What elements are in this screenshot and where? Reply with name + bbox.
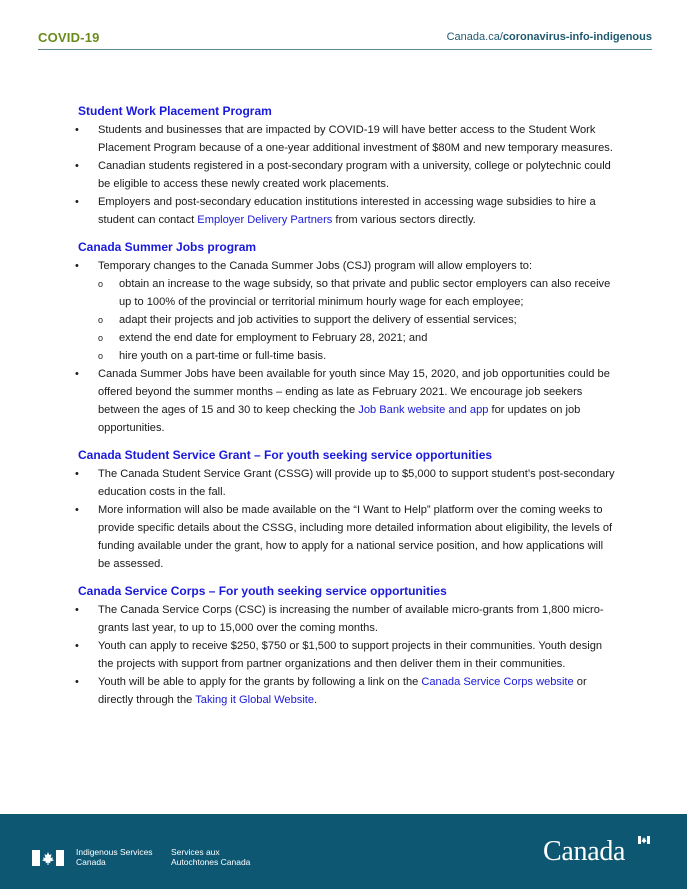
- header-url-path: coronavirus-info-indigenous: [502, 31, 652, 43]
- bullet-marker: •: [75, 504, 79, 516]
- section-title: Student Work Placement Program: [78, 104, 272, 118]
- list-item: [75, 365, 618, 437]
- section-canada-service-corps: [75, 583, 618, 709]
- list-item: [75, 637, 618, 673]
- sub-bullet-marker: o: [98, 333, 104, 343]
- header-url[interactable]: [447, 31, 652, 43]
- sub-list-item-text: adapt their projects and job activities to support the delivery of essential services;: [119, 314, 517, 326]
- list-item-text: Employers and post-secondary education institutions interested in accessing wage subsidies to hire a student can contact: [98, 196, 596, 226]
- list-item: [75, 673, 618, 709]
- bullet-marker: •: [75, 640, 79, 652]
- list-item-text: The Canada Student Service Grant (CSSG) will provide up to $5,000 to support student’s post-secondary education costs in the fall.: [98, 468, 615, 498]
- canada-wordmark: Canada: [543, 836, 626, 867]
- bullet-marker: •: [75, 260, 79, 272]
- page-footer: [0, 814, 687, 889]
- list-item-text: The Canada Service Corps (CSC) is increasing the number of available micro-grants from 1,800 micro-grants last year, to up to 15,000 over the coming months.: [98, 604, 604, 634]
- list-item-text: Temporary changes to the Canada Summer Jobs (CSJ) program will allow employers to:: [98, 260, 533, 272]
- wordmark-flag-icon: [638, 836, 650, 844]
- job-bank-link[interactable]: Job Bank website and app: [358, 404, 489, 416]
- bullet-marker: •: [75, 124, 79, 136]
- bullet-marker: •: [75, 676, 79, 688]
- bullet-marker: •: [75, 160, 79, 172]
- sub-list-item-text: hire youth on a part-time or full-time basis.: [119, 350, 327, 362]
- bullet-marker: •: [75, 368, 79, 380]
- bullet-marker: •: [75, 468, 79, 480]
- section-title: Canada Service Corps – For youth seeking service opportunities: [78, 584, 447, 598]
- sub-bullet-list: [78, 275, 618, 365]
- section-student-service-grant: [75, 447, 618, 573]
- bullet-list: [75, 365, 618, 437]
- header-url-domain: Canada.ca/: [446, 31, 503, 43]
- list-item-text: Youth can apply to receive $250, $750 or $1,500 to support projects in their communities. Youth design the projects with support from partner organizations and then deliver them in their communities.: [98, 640, 603, 670]
- header-covid-label: COVID-19: [38, 30, 100, 45]
- list-item-text: Students and businesses that are impacted by COVID-19 will have better access to the Student Work Placement Program because of a one-year additional investment of $80M and new temporary measures.: [98, 124, 613, 154]
- list-item: [75, 157, 618, 193]
- list-item-text: or directly through the: [98, 676, 587, 706]
- section-canada-summer-jobs: [75, 239, 618, 437]
- section-student-work-placement: [75, 103, 618, 229]
- document-body: [75, 103, 618, 719]
- list-item-text: Canadian students registered in a post-secondary program with a university, college or polytechnic could be eligible to access these newly created work placements.: [98, 160, 611, 190]
- department-name-french-line1: Services aux: [171, 847, 220, 857]
- department-name-english: [76, 847, 153, 867]
- sub-bullet-marker: o: [98, 315, 104, 325]
- list-item: [75, 465, 618, 501]
- sub-bullet-marker: o: [98, 351, 104, 361]
- bullet-marker: •: [75, 604, 79, 616]
- department-name-english-line1: Indigenous Services: [76, 847, 153, 857]
- bullet-list: [75, 121, 618, 229]
- list-item-text: .: [314, 694, 318, 706]
- list-item-text: Youth will be able to apply for the grants by following a link on the: [98, 676, 422, 688]
- list-item: [75, 601, 618, 637]
- department-name-french: [171, 847, 250, 867]
- list-item-text: More information will also be made available on the “I Want to Help” platform over the coming weeks to provide specific details about the CSSG, including more detailed information about eligibility, the levels of funding available under the grant, how to apply for a national service position, and how applications will be assessed.: [98, 504, 613, 570]
- list-item: [75, 501, 618, 573]
- list-item-text: Canada Summer Jobs have been available for youth since May 15, 2020, and job opportunities could be offered beyond the summer months – ending as late as February 2021. We encourage job seekers between the ages of 15 and 30 to keep checking the: [98, 368, 610, 416]
- list-item: [75, 121, 618, 157]
- department-name-french-line2: Autochtones Canada: [171, 857, 251, 867]
- taking-it-global-link[interactable]: Taking it Global Website: [195, 694, 315, 706]
- department-name-english-line2: Canada: [76, 857, 106, 867]
- canada-flag-icon: [32, 850, 64, 866]
- page-header: [38, 27, 652, 50]
- list-item: [75, 193, 618, 229]
- bullet-marker: •: [75, 196, 79, 208]
- sub-list-item: [78, 329, 618, 347]
- list-item: [75, 257, 618, 275]
- employer-delivery-partners-link[interactable]: Employer Delivery Partners: [197, 214, 333, 226]
- list-item-text: from various sectors directly.: [332, 214, 476, 226]
- section-title: Canada Student Service Grant – For youth seeking service opportunities: [78, 448, 493, 462]
- sub-list-item-text: extend the end date for employment to February 28, 2021; and: [119, 332, 428, 344]
- section-title: Canada Summer Jobs program: [78, 240, 257, 254]
- sub-list-item: [78, 311, 618, 329]
- list-item-text: for updates on job opportunities.: [98, 404, 581, 434]
- sub-bullet-marker: o: [98, 279, 104, 289]
- bullet-list: [75, 257, 618, 275]
- bullet-list: [75, 601, 618, 709]
- sub-list-item: [78, 275, 618, 311]
- bullet-list: [75, 465, 618, 573]
- canada-service-corps-link[interactable]: Canada Service Corps website: [421, 676, 574, 688]
- sub-list-item-text: obtain an increase to the wage subsidy, so that private and public sector employers can also receive up to 100% of the provincial or territorial minimum hourly wage for each employee;: [119, 278, 611, 308]
- sub-list-item: [78, 347, 618, 365]
